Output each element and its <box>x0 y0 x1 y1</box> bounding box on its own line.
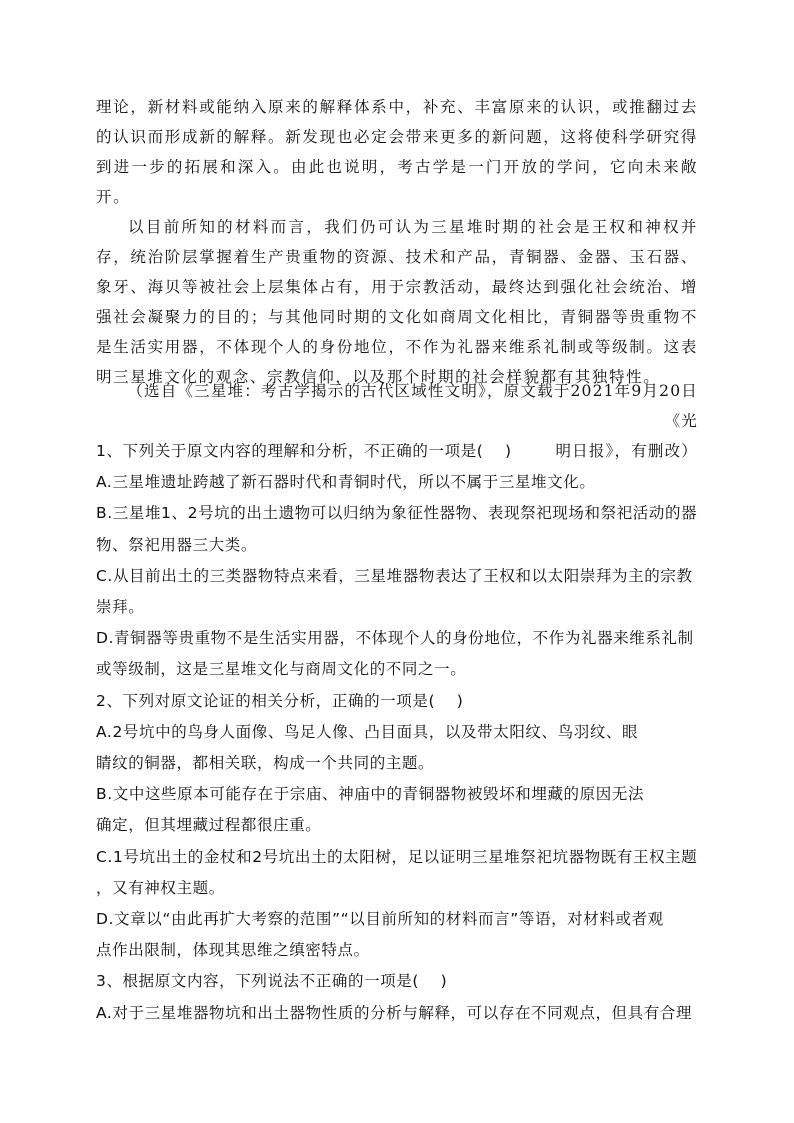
question-2-option-a-line-2: 睛纹的铜器，都相关联，构成一个共同的主题。 <box>96 754 435 773</box>
question-2-option-a-line-1: A.2号坑中的鸟身人面像、鸟足人像、凸目面具，以及带太阳纹、鸟羽纹、眼 <box>96 722 639 741</box>
question-1-option-c-line-1: C.从目前出土的三类器物特点来看，三星堆器物表达了王权和以太阳崇拜为主的宗教 <box>96 566 693 585</box>
source-citation-line-2: 明日报》，有删改） <box>555 442 698 460</box>
question-1-option-c-line-2: 崇拜。 <box>96 598 145 617</box>
question-2-option-c-line-2: ，又有神权主题。 <box>96 878 225 897</box>
question-1-stem: 1、下列关于原文内容的理解和分析，不正确的一项是( ) <box>96 442 512 460</box>
question-1-option-b-line-1: B.三星堆1、2号坑的出土遗物可以归纳为象征性器物、表现祭祀现场和祭祀活动的器 <box>96 504 698 523</box>
question-2-stem: 2、下列对原文论证的相关分析，正确的一项是( ) <box>96 691 464 710</box>
question-2-option-b-line-1: B.文中这些原本可能存在于宗庙、神庙中的青铜器物被毁坏和埋藏的原因无法 <box>96 785 645 804</box>
reading-passage <box>96 92 698 392</box>
passage-paragraph-2: 以目前所知的材料而言，我们仍可认为三星堆时期的社会是王权和神权并存，统治阶层掌握着生产贵重物的资源、技术和产品，青铜器、金器、玉石器、象牙、海贝等被社会上层集体占有，用于宗教活动，最终达到强化社会统治、增强社会凝聚力的目的；与其他同时期的文化如商周文化相比，青铜器等贵重物不是生活实用器，不体现个人的身份地位，不作为礼器来维系礼制或等级制。这表明三星堆文化的观念、宗教信仰，以及那个时期的社会样貌都有其独特性。 <box>96 218 698 386</box>
question-1-option-b-line-2: 物、祭祀用器三大类。 <box>96 535 258 554</box>
passage-paragraph-1: 理论，新材料或能纳入原来的解释体系中，补充、丰富原来的认识，或推翻过去的认识而形成新的解释。新发现也必定会带来更多的新问题，这将使科学研究得到进一步的拓展和深入。由此也说明，考古学是一门开放的学问，它向未来敞开。 <box>96 98 698 206</box>
question-2-option-d-line-1: D.文章以“由此再扩大考察的范围”“以目前所知的材料而言”等语，对材料或者观 <box>96 910 664 929</box>
question-3-stem: 3、根据原文内容，下列说法不正确的一项是( ) <box>96 972 448 991</box>
question-1-option-a: A.三星堆遗址跨越了新石器时代和青铜时代，所以不属于三星堆文化。 <box>96 473 596 492</box>
question-2-option-b-line-2: 确定，但其埋藏过程都很庄重。 <box>96 816 322 835</box>
question-2-option-d-line-2: 点作出限制，体现其思维之缜密特点。 <box>96 941 370 960</box>
question-list <box>96 436 698 1029</box>
question-3-option-a-line-1: A.对于三星堆器物坑和出土器物性质的分析与解释，可以存在不同观点，但具有合理 <box>96 1003 693 1022</box>
source-citation-line-1: （选自《三星堆：考古学揭示的古代区域性文明》，原文载于2021年9月20日《光 <box>127 382 698 430</box>
question-2-option-c-line-1: C.1号坑出土的金杖和2号坑出土的太阳树，足以证明三星堆祭祀坑器物既有王权主题 <box>96 847 698 866</box>
question-1-option-d-line-1: D.青铜器等贵重物不是生活实用器，不体现个人的身份地位，不作为礼器来维系礼制 <box>96 629 694 648</box>
question-1-option-d-line-2: 或等级制，这是三星堆文化与商周文化的不同之一。 <box>96 660 467 679</box>
